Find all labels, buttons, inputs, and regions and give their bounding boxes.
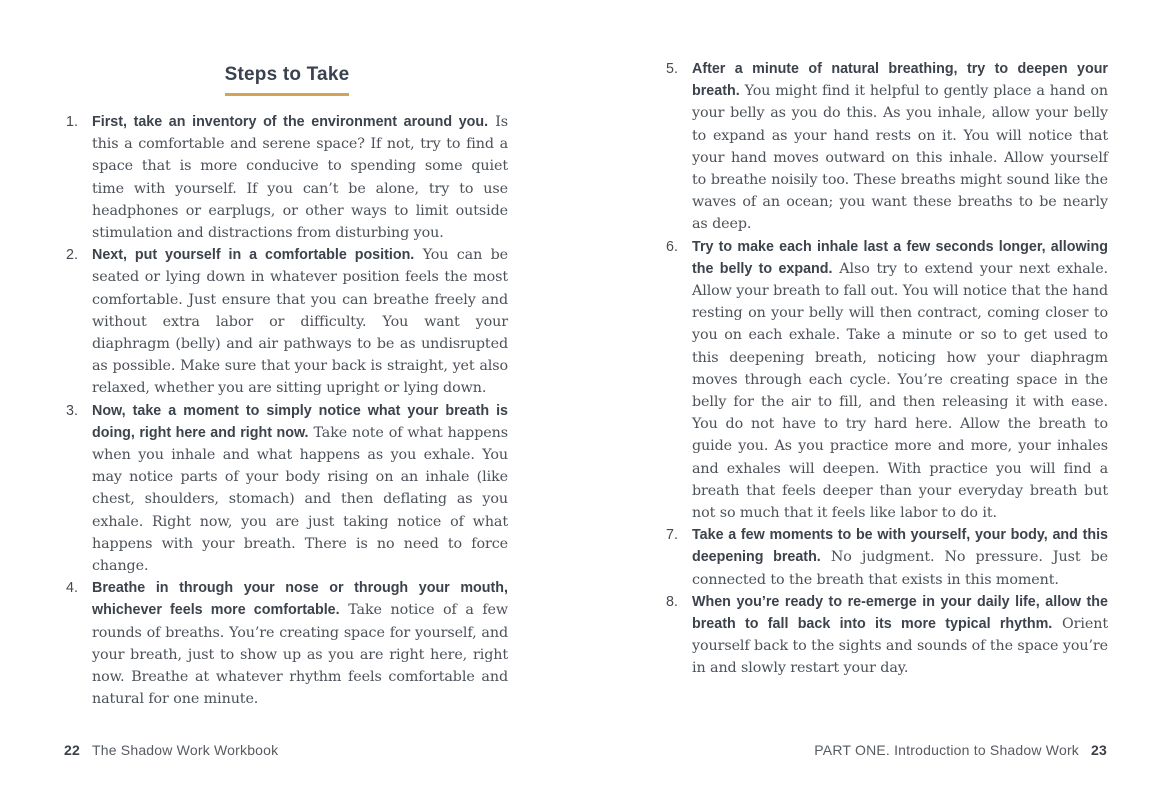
step-number: 3.: [66, 402, 78, 419]
step-lead: After a minute of natural breathing, try to deepen your breath.: [692, 61, 1108, 100]
step-item-4: [66, 577, 508, 710]
step-text: Also try to extend your next exhale. Allow your breath to fall out. You will notice that the hand resting on your belly will then contract, coming closer to you on each exhale. Take a minute or so to get used to this deepening breath, noticing how your diaphragm moves through each cycle. You’re creating space in the belly for the air to fill, and then releasing it with ease. You do not have to try hard here. Allow the breath to guide you. As you practice more and more, your inhales and exhales will deepen. With practice you will find a breath that feels deeper than your everyday breath but not so much that it feels like labor to do it.: [692, 260, 1108, 522]
step-item-2: [66, 244, 508, 399]
step-content: [92, 111, 508, 244]
page-right: [666, 58, 1108, 680]
step-number: 6.: [666, 238, 678, 255]
step-item-1: [66, 111, 508, 244]
step-content: [92, 577, 508, 710]
step-number: 7.: [666, 527, 678, 544]
part-label: PART ONE. Introduction to Shadow Work: [814, 742, 1080, 758]
step-lead: Now, take a moment to simply notice what your breath is doing, right here and right now.: [92, 402, 508, 441]
step-text: Is this a comfortable and serene space? If not, try to find a space that is more conducive to spending some quiet time with yourself. If you can’t be alone, try to use headphones or earplugs, or other ways to limit outside stimulation and distractions from disturbing you.: [92, 114, 508, 242]
step-text: Take note of what happens when you inhale and what happens as you exhale. You may notice parts of your body rising on an inhale (like chest, shoulders, stomach) and then deflating as you exhale. Right now, you are just taking notice of what happens with your breath. There is no need to force change.: [92, 424, 508, 575]
section-heading-text: Steps to Take: [225, 63, 350, 96]
step-item-8: [666, 591, 1108, 680]
page-left: [66, 63, 508, 710]
footer-right: [814, 742, 1107, 758]
step-content: [692, 236, 1108, 525]
step-number: 5.: [666, 61, 678, 77]
section-heading: [66, 63, 508, 96]
step-lead: When you’re ready to re-emerge in your daily life, allow the breath to fall back into its more typical rhythm.: [692, 593, 1108, 633]
book-title: The Shadow Work Workbook: [91, 742, 279, 758]
step-number: 2.: [66, 247, 78, 264]
step-item-3: [66, 400, 508, 578]
steps-list-left: [66, 111, 508, 710]
step-lead: Next, put yourself in a comfortable position.: [92, 247, 415, 264]
step-lead: First, take an inventory of the environment around you.: [92, 114, 489, 130]
step-lead: Breathe in through your nose or through your mouth, whichever feels more comfortable.: [92, 580, 508, 619]
step-text: Take notice of a few rounds of breaths. You’re creating space for yourself, and your breath, just to show up as you are right here, right now. Breathe at whatever rhythm feels comfortable and natural for one minute.: [92, 602, 509, 708]
steps-list-right: [666, 58, 1108, 680]
step-text: No judgment. No pressure. Just be connected to the breath that exists in this moment.: [692, 549, 1108, 588]
step-content: [692, 524, 1108, 591]
step-text: You might find it helpful to gently place a hand on your belly as you do this. As you inhale, allow your belly to expand as your hand rests on it. You will notice that your hand moves outward on this inhale. Allow yourself to breathe noisily too. These breaths might sound like the waves of an ocean; you want these breaths to be nearly as deep.: [692, 83, 1108, 233]
step-text: You can be seated or lying down in whatever position feels the most comfortable. Just ensure that you can breathe freely and without extra labor or difficulty. You want your diaphragm (belly) and air pathways to be as undisrupted as possible. Make sure that your back is straight, yet also relaxed, whether you are sitting upright or lying down.: [92, 247, 509, 397]
step-text: Orient yourself back to the sights and sounds of the space you’re in and slowly restart your day.: [692, 616, 1108, 677]
step-item-6: [666, 236, 1108, 525]
step-number: 4.: [66, 580, 78, 597]
page-number-right: 23: [1091, 742, 1107, 758]
step-content: [92, 400, 508, 578]
step-item-7: [666, 524, 1108, 591]
step-content: [692, 58, 1108, 236]
step-content: [92, 244, 508, 399]
footer-left: [64, 742, 278, 758]
step-lead: Try to make each inhale last a few seconds longer, allowing the belly to expand.: [692, 238, 1108, 277]
step-item-5: [666, 58, 1108, 236]
step-content: [692, 591, 1108, 680]
step-number: 8.: [666, 593, 678, 610]
page-number-left: 22: [64, 742, 80, 758]
step-lead: Take a few moments to be with yourself, your body, and this deepening breath.: [692, 527, 1108, 566]
step-number: 1.: [66, 114, 78, 130]
